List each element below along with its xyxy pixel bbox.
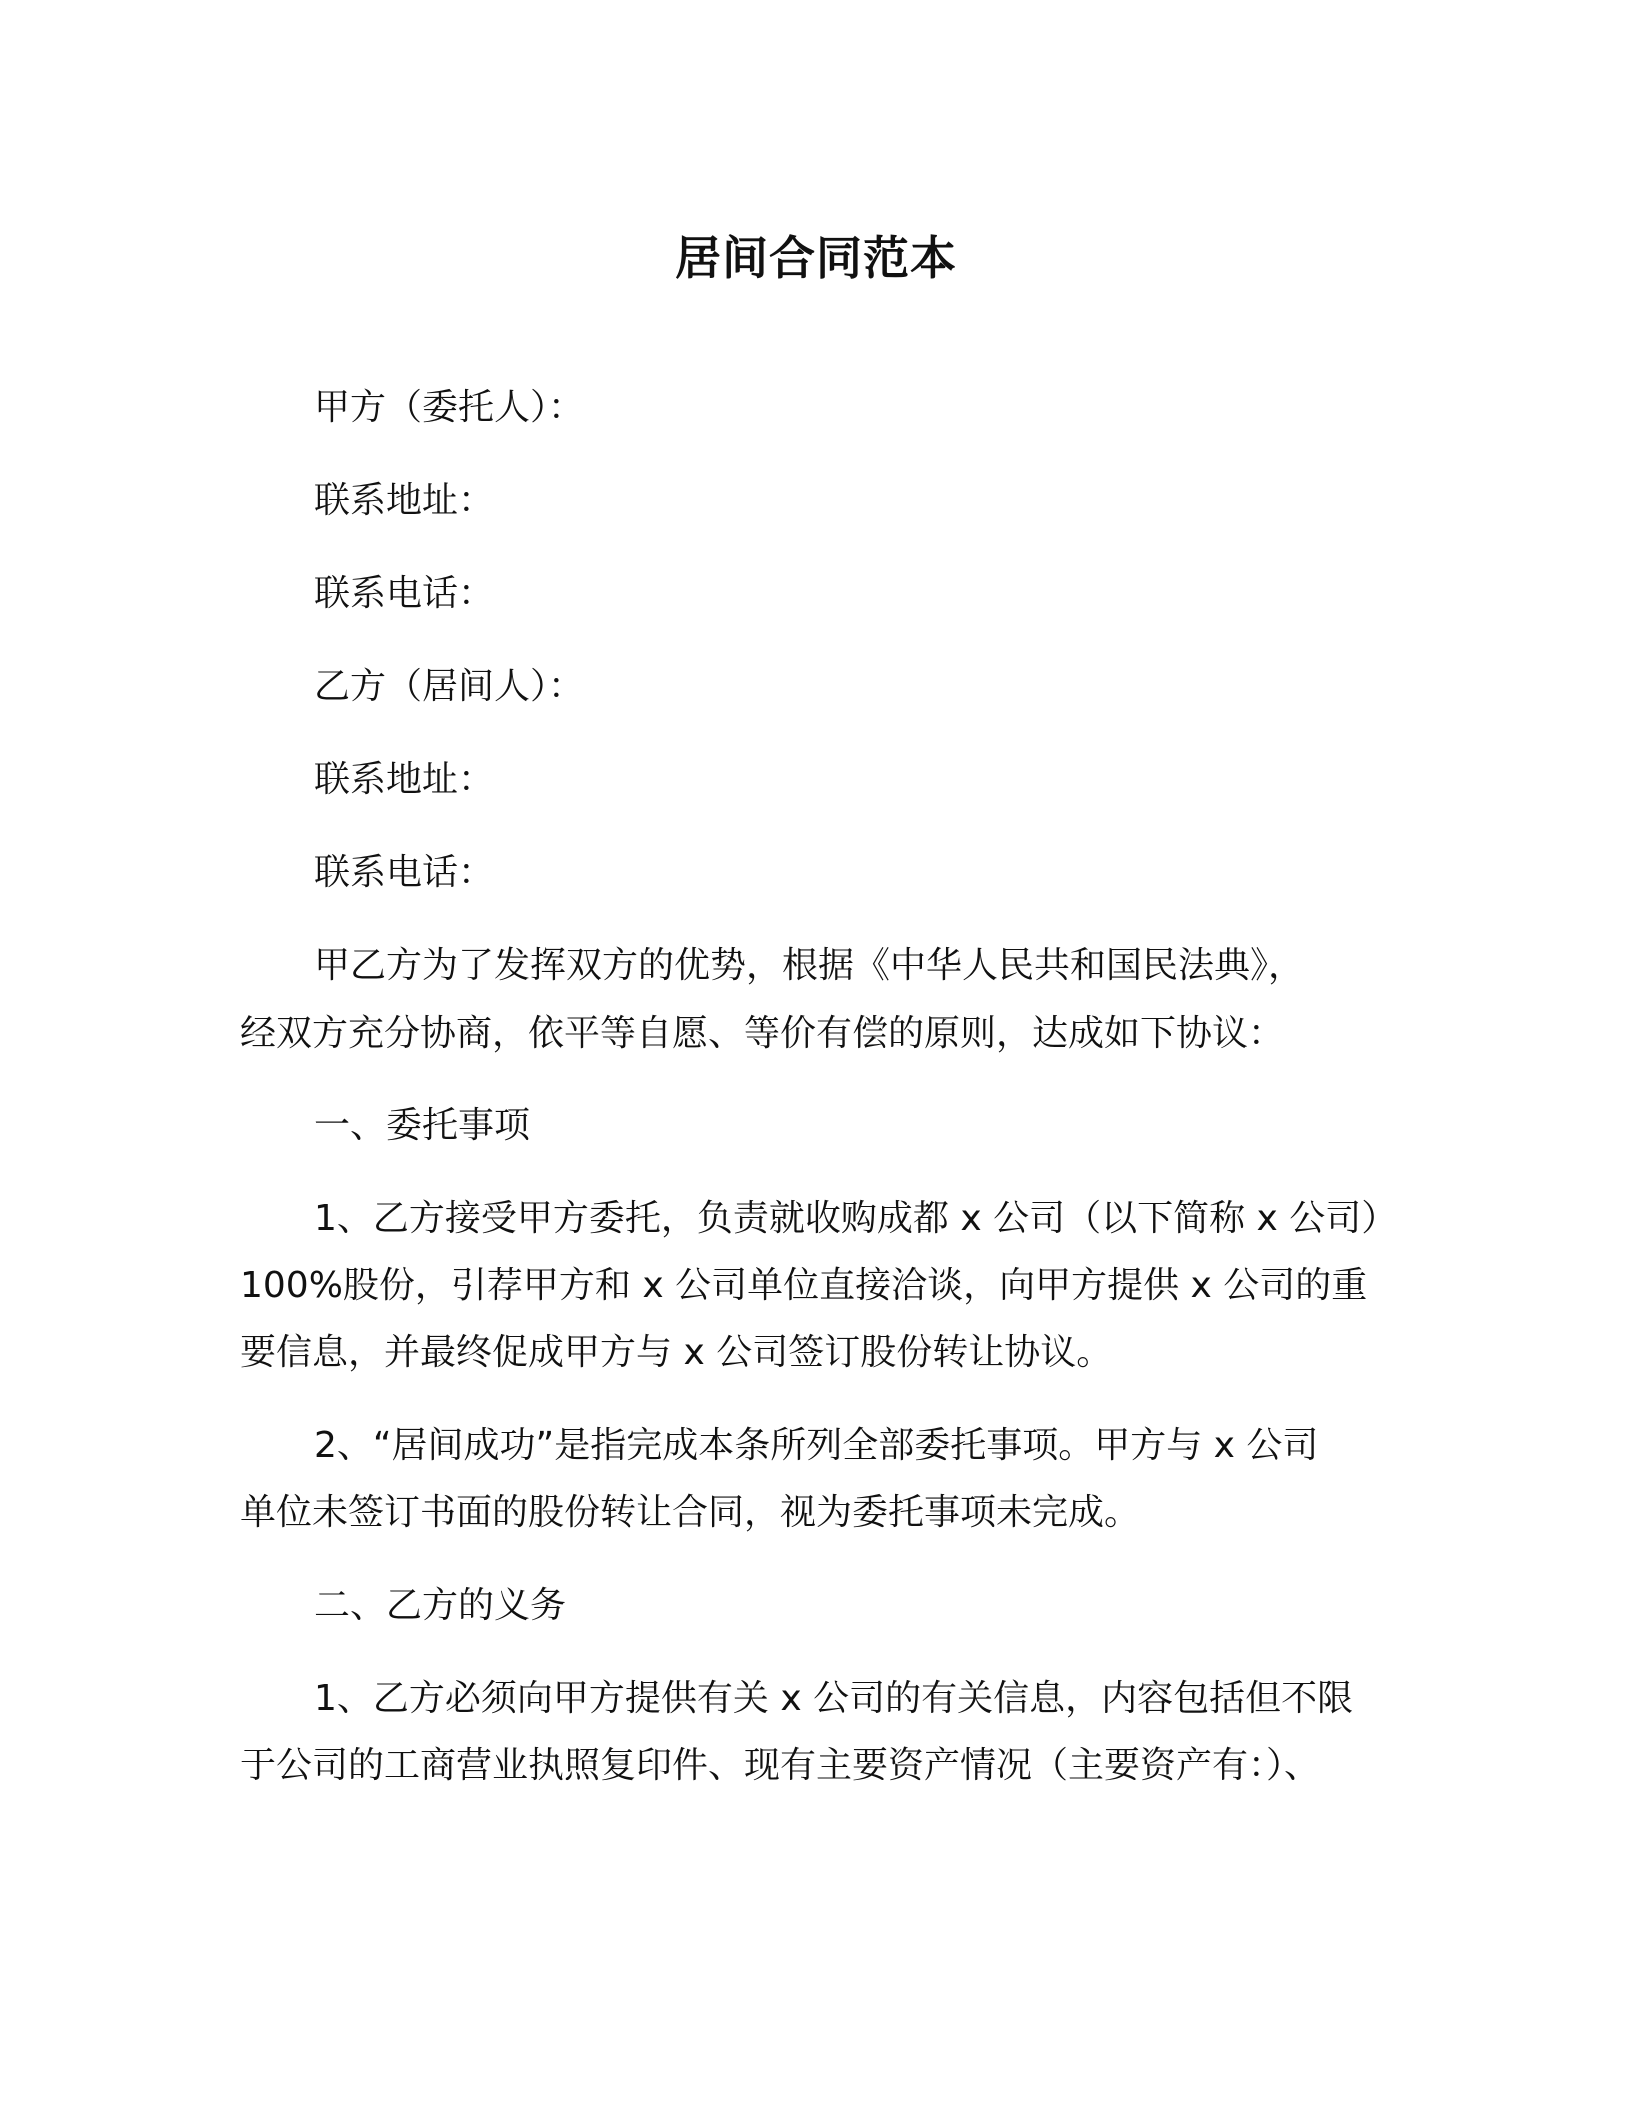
clause-line: 1、乙方必须向甲方提供有关 x 公司的有关信息，内容包括但不限 xyxy=(314,1678,1354,1719)
clause-line: 于公司的工商营业执照复印件、现有主要资产情况（主要资产有：）、 xyxy=(240,1745,1321,1786)
clause-line: 单位未签订书面的股份转让合同，视为委托事项未完成。 xyxy=(240,1492,1141,1533)
clause-line: 100%股份，引荐甲方和 x 公司单位直接洽谈，向甲方提供 x 公司的重 xyxy=(240,1265,1368,1306)
clause-line: 要信息，并最终促成甲方与 x 公司签订股份转让协议。 xyxy=(240,1332,1113,1373)
preamble-line: 甲乙方为了发挥双方的优势，根据《中华人民共和国民法典》， xyxy=(314,945,1305,986)
party-b-address: 联系地址： xyxy=(314,759,495,800)
clause-line: 2、“居间成功”是指完成本条所列全部委托事项。甲方与 x 公司 xyxy=(314,1425,1319,1466)
clause-line: 1、乙方接受甲方委托，负责就收购成都 x 公司（以下简称 x 公司） xyxy=(314,1198,1398,1239)
document-title: 居间合同范本 xyxy=(675,231,957,285)
party-b-label: 乙方（居间人）： xyxy=(314,666,585,707)
party-a-address: 联系地址： xyxy=(314,480,495,521)
party-a-label: 甲方（委托人）： xyxy=(314,387,585,428)
party-b-phone: 联系电话： xyxy=(314,852,495,893)
party-a-phone: 联系电话： xyxy=(314,573,495,614)
section-heading: 一、委托事项 xyxy=(314,1105,531,1146)
section-heading: 二、乙方的义务 xyxy=(314,1585,567,1626)
preamble-line: 经双方充分协商，依平等自愿、等价有偿的原则，达成如下协议： xyxy=(240,1013,1285,1054)
